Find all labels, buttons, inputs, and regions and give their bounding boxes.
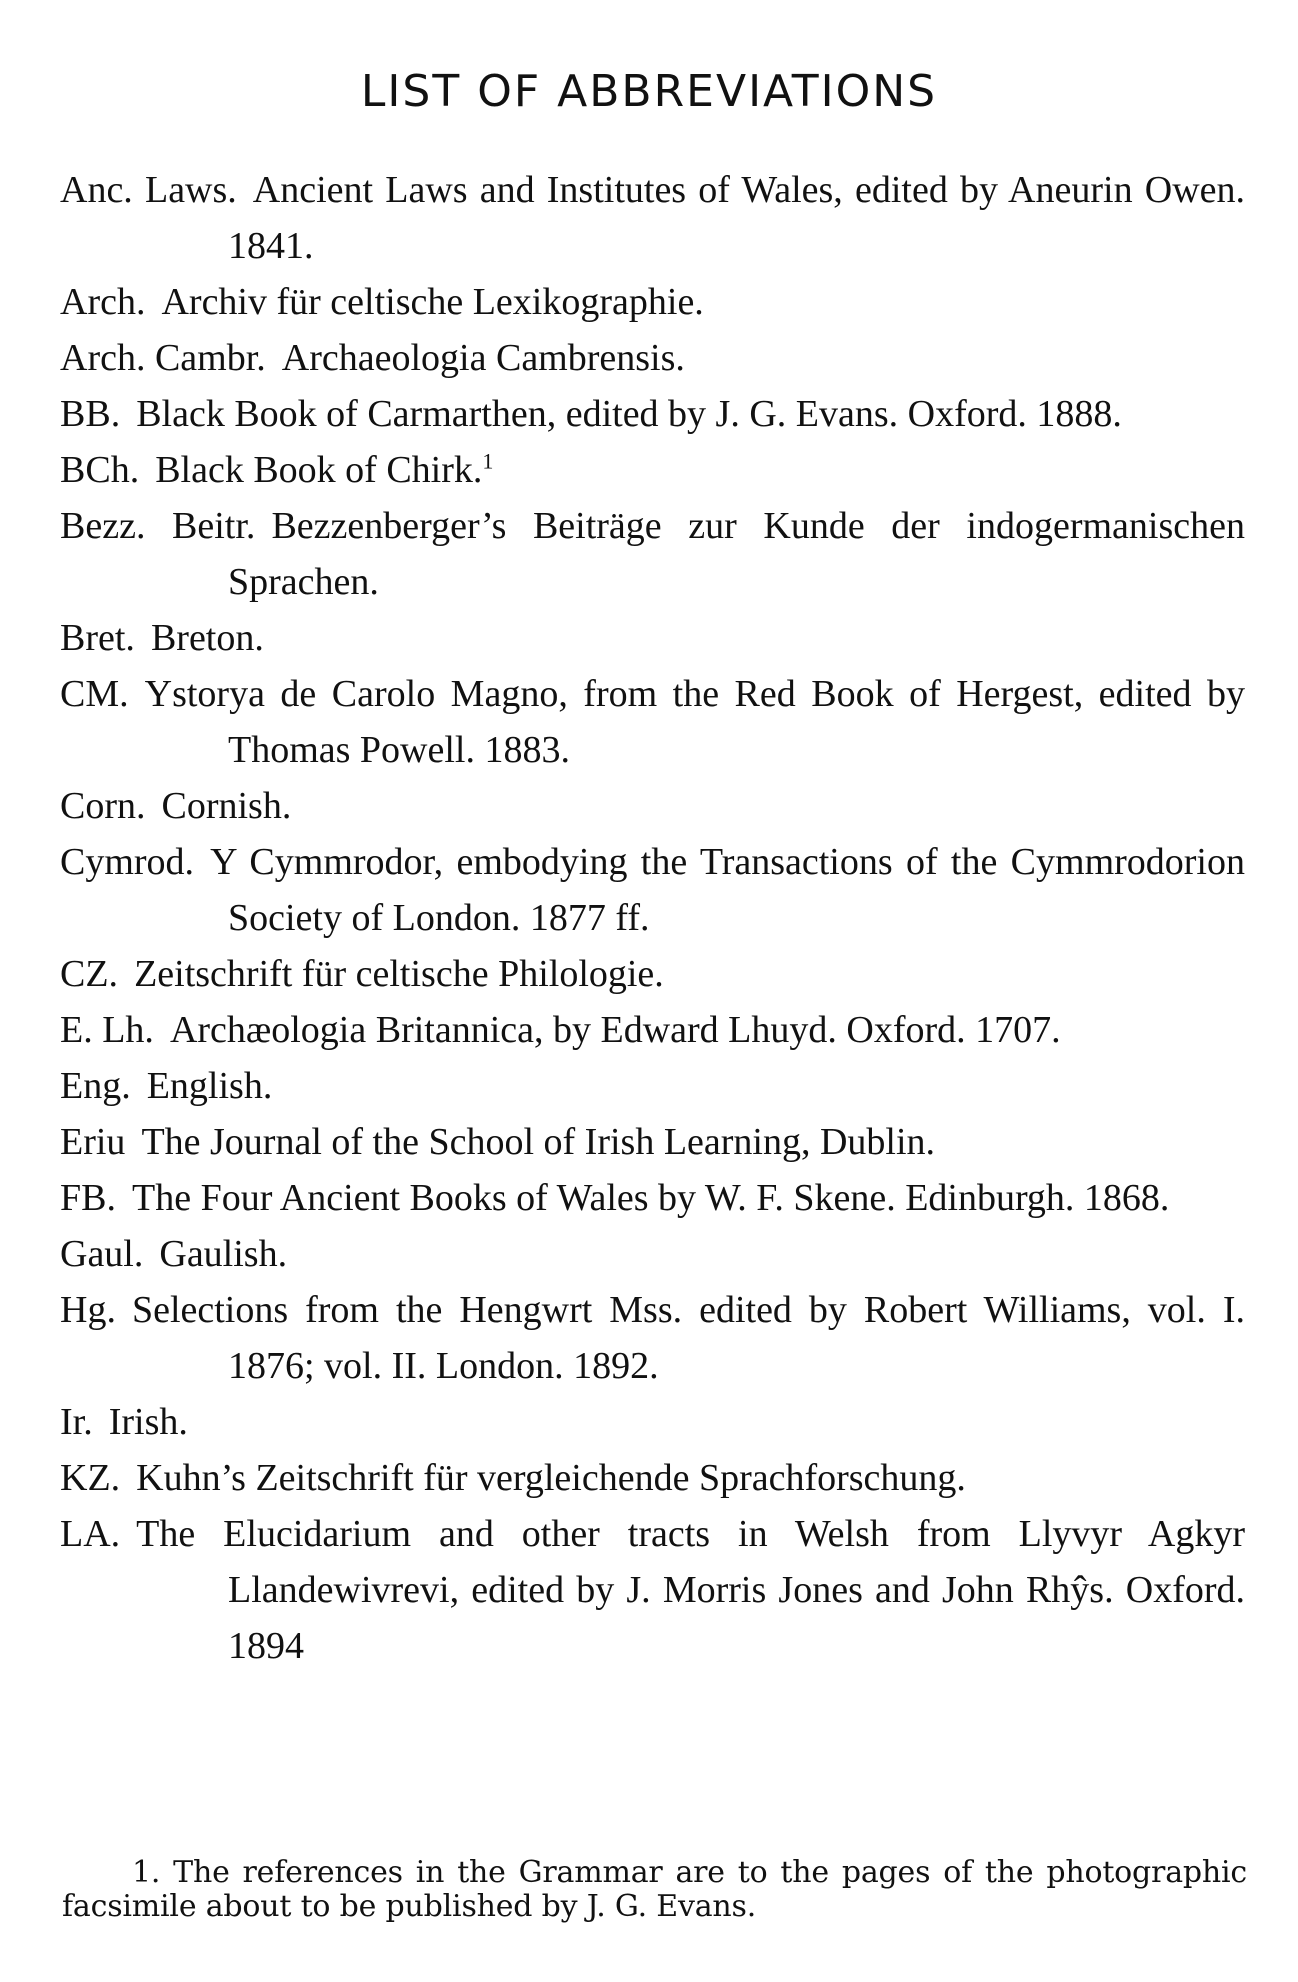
expansion: Black Book of Chirk.	[155, 449, 483, 491]
abbreviation-entry	[60, 1114, 1245, 1170]
expansion: Zeitschrift für celtische Philologie.	[134, 953, 664, 995]
abbreviation-entry	[60, 1282, 1245, 1394]
expansion: Breton.	[150, 617, 264, 659]
expansion: Archiv für celtische Lexikographie.	[161, 281, 704, 323]
expansion: Archaeologia Cambrensis.	[281, 337, 685, 379]
expansion: Y Cymmrodor, embodying the Transactions of the Cymmrodorion Society of London. 1877 ff.	[210, 841, 1245, 939]
expansion: Irish.	[108, 1401, 188, 1443]
abbreviation-entry	[60, 498, 1245, 610]
abbreviation: FB.	[60, 1177, 116, 1219]
abbreviation-entry	[60, 1058, 1245, 1114]
abbreviation: Ir.	[60, 1401, 93, 1443]
abbreviation-entry	[60, 442, 1245, 498]
abbreviation: Anc. Laws.	[60, 169, 237, 211]
abbreviation: Bezz. Beitr.	[60, 505, 256, 547]
footnote: 1. The references in the Grammar are to the pages of the photographic facsimile about to be published by J. G. Evans.	[62, 1855, 1247, 1924]
expansion: The Four Ancient Books of Wales by W. F. Skene. Edinburgh. 1868.	[131, 1177, 1170, 1219]
abbreviation: Corn.	[60, 785, 146, 827]
abbreviation-entry	[60, 1002, 1245, 1058]
abbreviation-entry	[60, 1450, 1245, 1506]
page-title: LIST OF ABBREVIATIONS	[360, 66, 938, 117]
abbreviation-entry	[60, 274, 1245, 330]
abbreviation: Eng.	[60, 1065, 131, 1107]
abbreviation-entry	[60, 610, 1245, 666]
footnote-marker: 1	[482, 448, 494, 474]
abbreviation-entry	[60, 1506, 1245, 1674]
abbreviation-entry	[60, 834, 1245, 946]
abbreviation-entry	[60, 330, 1245, 386]
abbreviation-entry	[60, 162, 1245, 274]
abbreviation: BB.	[60, 393, 121, 435]
abbreviation: KZ.	[60, 1457, 121, 1499]
abbreviation-entry	[60, 386, 1245, 442]
abbreviation: CZ.	[60, 953, 119, 995]
expansion: The Elucidarium and other tracts in Welsh from Llyvyr Agkyr Llandewivrevi, edited by J. Morris Jones and John Rhŷs. Oxford. 1894	[136, 1513, 1245, 1667]
expansion: Selections from the Hengwrt Mss. edited by Robert Williams, vol. I. 1876; vol. II. London. 1892.	[131, 1289, 1245, 1387]
expansion: Ystorya de Carolo Magno, from the Red Book of Hergest, edited by Thomas Powell. 1883.	[144, 673, 1245, 771]
abbreviation: Arch.	[60, 281, 146, 323]
expansion: Kuhn’s Zeitschrift für vergleichende Sprachforschung.	[136, 1457, 966, 1499]
abbreviation-entry	[60, 778, 1245, 834]
abbreviation: LA.	[60, 1513, 121, 1555]
abbreviation: Gaul.	[60, 1233, 144, 1275]
abbreviation-entry	[60, 1394, 1245, 1450]
expansion: Archæologia Britannica, by Edward Lhuyd. Oxford. 1707.	[169, 1009, 1061, 1051]
expansion: Cornish.	[161, 785, 292, 827]
abbreviation: Hg.	[60, 1289, 116, 1331]
abbreviation: Bret.	[60, 617, 135, 659]
expansion: Black Book of Carmarthen, edited by J. G. Evans. Oxford. 1888.	[136, 393, 1122, 435]
expansion: The Journal of the School of Irish Learning, Dublin.	[141, 1121, 936, 1163]
abbreviation-entry	[60, 1226, 1245, 1282]
abbreviation-entry	[60, 666, 1245, 778]
abbreviation-entry	[60, 1170, 1245, 1226]
expansion: Bezzenberger’s Beiträge zur Kunde der indogermanischen Sprachen.	[228, 505, 1245, 603]
expansion: Ancient Laws and Institutes of Wales, edited by Aneurin Owen. 1841.	[228, 169, 1245, 267]
expansion: Gaulish.	[159, 1233, 288, 1275]
abbreviation: E. Lh.	[60, 1009, 154, 1051]
abbreviation: Arch. Cambr.	[60, 337, 266, 379]
abbreviation-entry	[60, 946, 1245, 1002]
abbreviation: BCh.	[60, 449, 140, 491]
abbreviation: Eriu	[60, 1121, 126, 1163]
expansion: English.	[146, 1065, 273, 1107]
abbreviation: Cymrod.	[60, 841, 195, 883]
abbreviation: CM.	[60, 673, 129, 715]
abbreviation-list	[60, 162, 1245, 1674]
